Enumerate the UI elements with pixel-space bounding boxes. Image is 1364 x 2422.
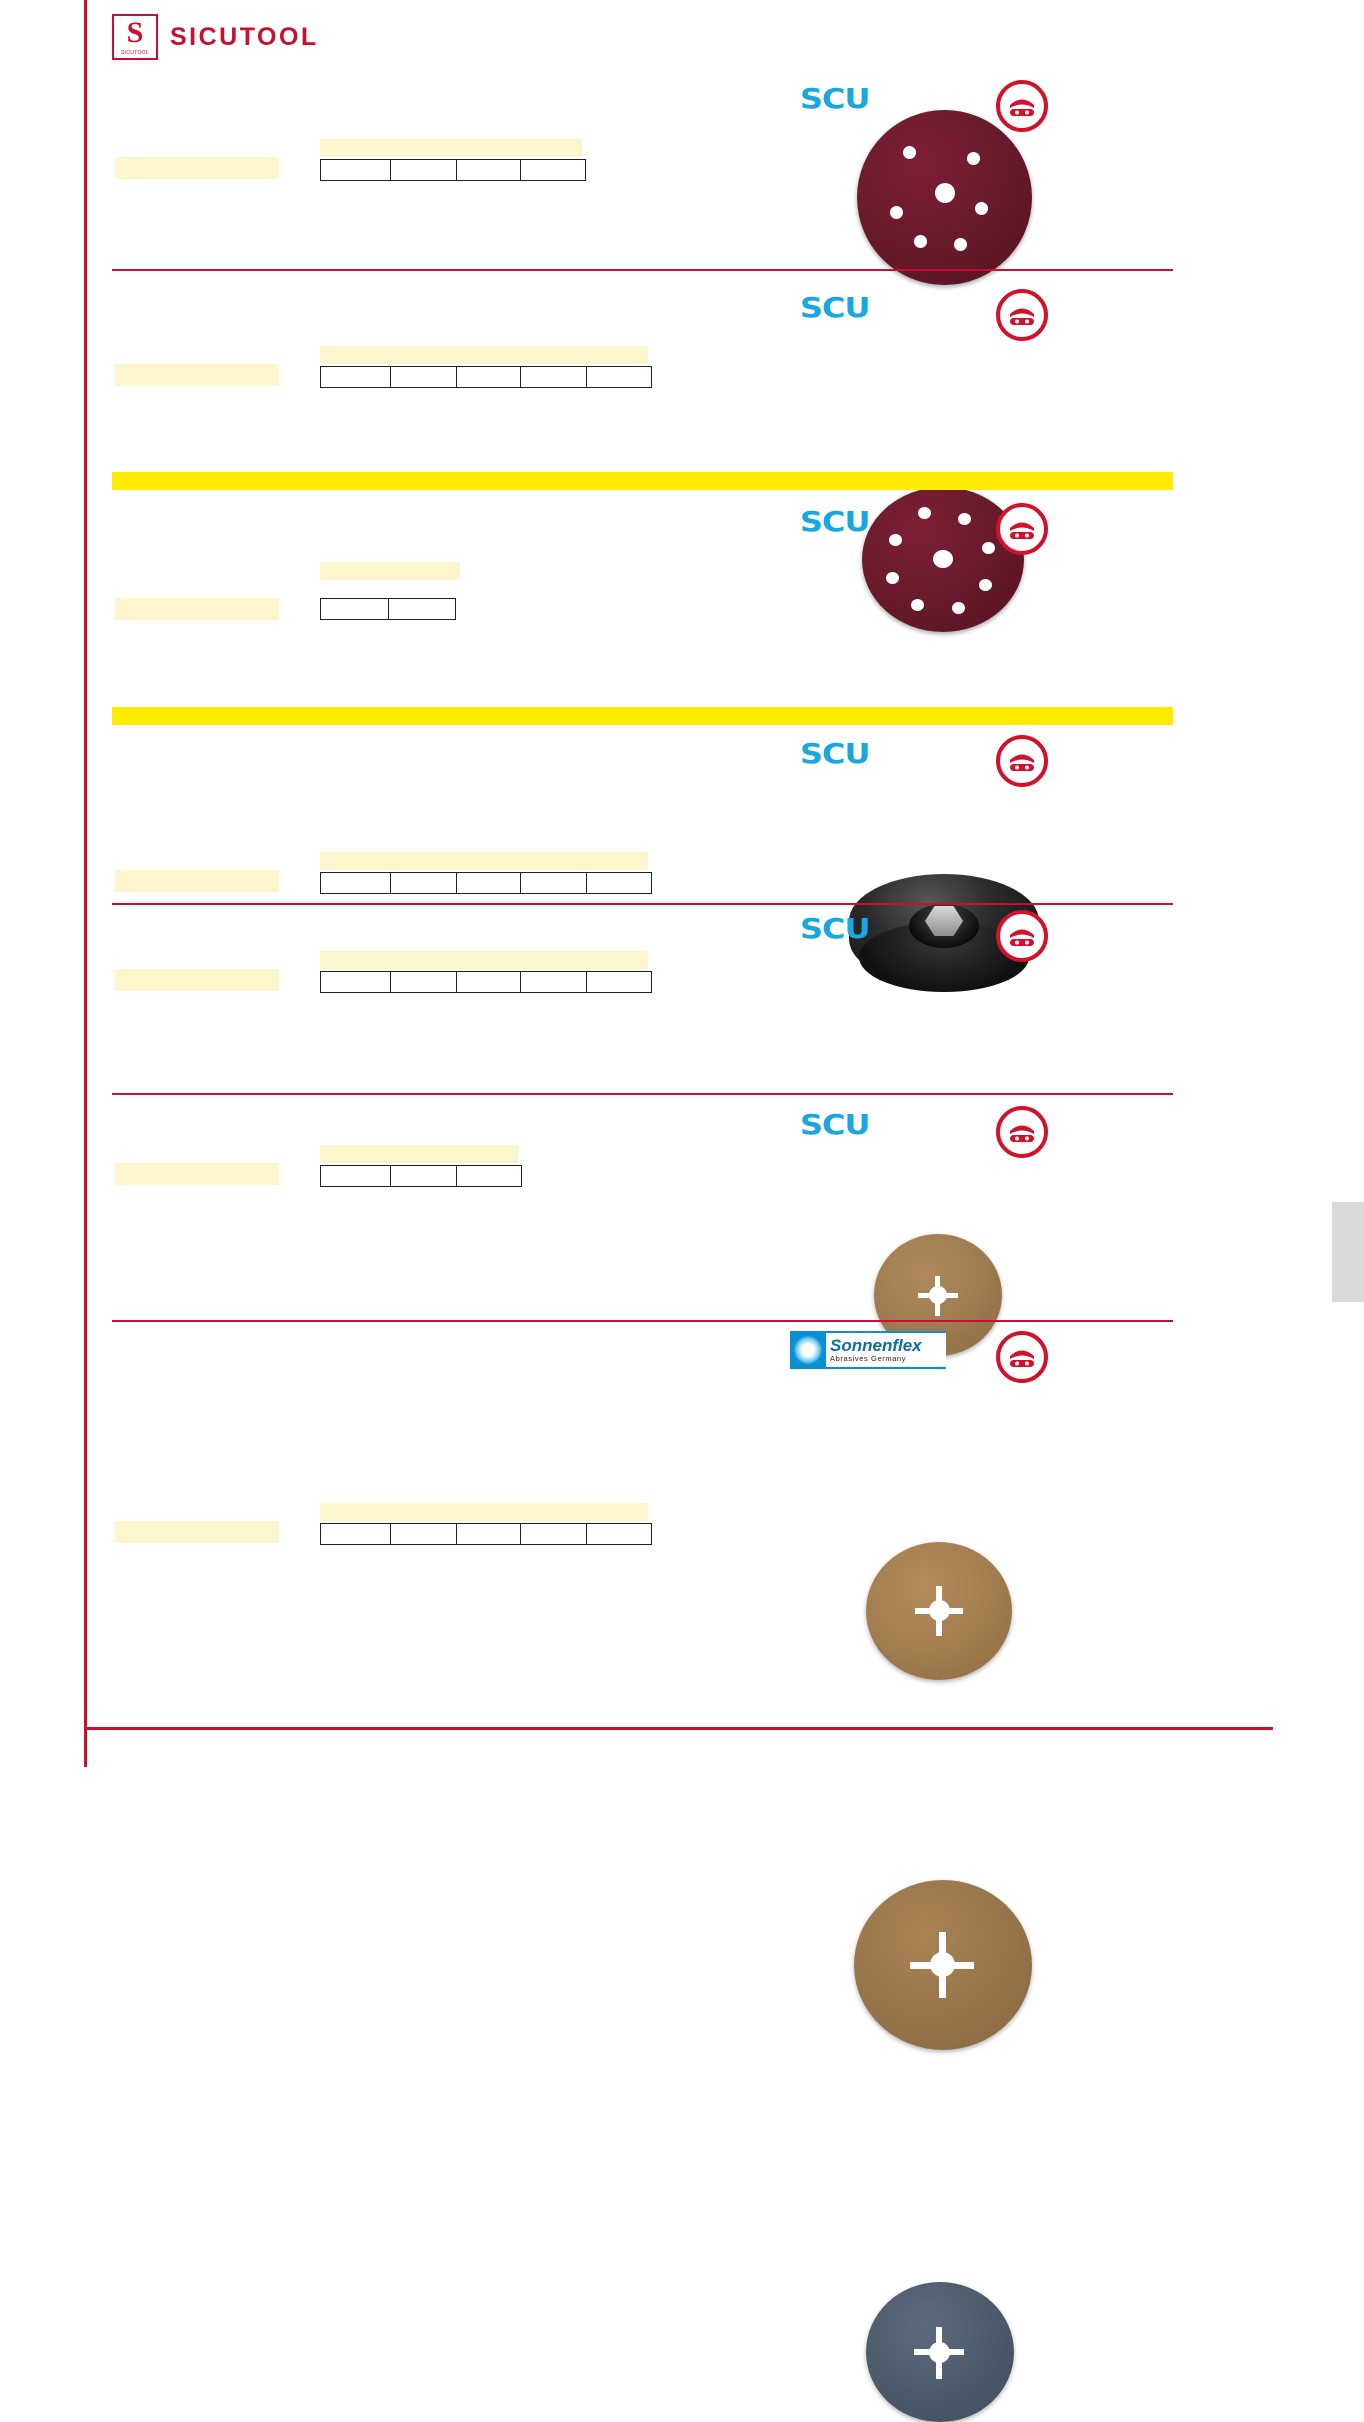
brand-mark-icon (112, 14, 158, 60)
section-6-table (320, 1165, 522, 1187)
table-cell (321, 1166, 391, 1186)
section-4-table-header-block (320, 852, 648, 870)
table-cell (457, 367, 521, 387)
section-2-table (320, 366, 652, 388)
supplier-logo-scu-3: SCU (800, 505, 870, 538)
section-5-table (320, 971, 652, 993)
table-cell (457, 972, 521, 992)
page-left-rule (84, 0, 87, 1767)
table-cell (391, 1166, 457, 1186)
product-image-abrasive-disc-9-hole (862, 487, 1024, 632)
table-cell (321, 599, 389, 619)
table-cell (521, 367, 587, 387)
table-cell (521, 1524, 587, 1544)
table-cell (457, 873, 521, 893)
table-cell (391, 367, 457, 387)
table-cell (321, 1524, 391, 1544)
section-6-table-header-block (320, 1145, 518, 1163)
safety-pictogram-7 (996, 1331, 1048, 1383)
section-7-table-header-block (320, 1503, 648, 1521)
section-3-table (320, 598, 456, 620)
supplier-logo-scu-4: SCU (800, 737, 870, 770)
supplier-logo-scu-6: SCU (800, 1108, 870, 1141)
table-cell (391, 873, 457, 893)
section-7-title-block (115, 1521, 279, 1543)
supplier-logo-scu-5: SCU (800, 912, 870, 945)
table-cell (587, 1524, 651, 1544)
section-divider-yellow-2 (112, 707, 1173, 725)
page-thumb-tab (1332, 1202, 1364, 1302)
section-2-title-block (115, 364, 279, 386)
brand-mark-glyph: S (126, 16, 144, 49)
product-image-fibre-disc-large (854, 1880, 1032, 2050)
section-divider-4 (112, 1320, 1173, 1322)
table-cell (321, 972, 391, 992)
supplier-logo-scu-2: SCU (800, 291, 870, 324)
section-4-title-block (115, 870, 279, 892)
safety-pictogram-1 (996, 80, 1048, 132)
safety-pictogram-6 (996, 1106, 1048, 1158)
section-divider-yellow-1 (112, 472, 1173, 490)
table-cell (321, 873, 391, 893)
brand-mark-subtext: SICUTOOL (121, 50, 149, 56)
table-cell (521, 873, 587, 893)
section-divider-1 (112, 269, 1173, 271)
table-cell (457, 160, 521, 180)
table-cell (391, 160, 457, 180)
sonnenflex-name: Sonnenflex (830, 1336, 922, 1355)
page-bottom-rule (84, 1727, 1273, 1730)
section-7-table (320, 1523, 652, 1545)
section-divider-3 (112, 1093, 1173, 1095)
product-image-fibre-disc-zirconia (866, 2282, 1014, 2422)
table-cell (321, 367, 391, 387)
section-3-title-block (115, 598, 279, 620)
table-cell (587, 972, 651, 992)
table-cell (521, 160, 585, 180)
table-cell (587, 873, 651, 893)
section-2-table-header-block (320, 346, 648, 364)
safety-pictogram-2 (996, 289, 1048, 341)
section-1-table-header-block (320, 139, 582, 157)
supplier-logo-sonnenflex (790, 1331, 946, 1369)
section-5-title-block (115, 969, 279, 991)
safety-pictogram-4 (996, 735, 1048, 787)
section-1-title-block (115, 157, 279, 179)
product-image-abrasive-disc-6-hole (857, 110, 1032, 285)
table-cell (521, 972, 587, 992)
table-cell (321, 160, 391, 180)
supplier-logo-scu-1: SCU (800, 82, 870, 115)
sonnenflex-sun-icon (794, 1336, 822, 1364)
section-3-table-header-block (320, 562, 460, 580)
section-5-table-header-block (320, 951, 648, 969)
section-4-table (320, 872, 652, 894)
section-6-title-block (115, 1163, 279, 1185)
table-cell (389, 599, 455, 619)
product-image-fibre-disc-medium (866, 1542, 1012, 1680)
table-cell (457, 1166, 521, 1186)
sonnenflex-subtitle: Abrasives Germany (830, 1354, 907, 1363)
safety-pictogram-3 (996, 503, 1048, 555)
safety-pictogram-5 (996, 910, 1048, 962)
table-cell (457, 1524, 521, 1544)
table-cell (587, 367, 651, 387)
section-1-table (320, 159, 586, 181)
table-cell (391, 972, 457, 992)
section-divider-2 (112, 903, 1173, 905)
table-cell (391, 1524, 457, 1544)
brand-name: SICUTOOL (170, 22, 319, 51)
brand-logo (112, 14, 319, 60)
